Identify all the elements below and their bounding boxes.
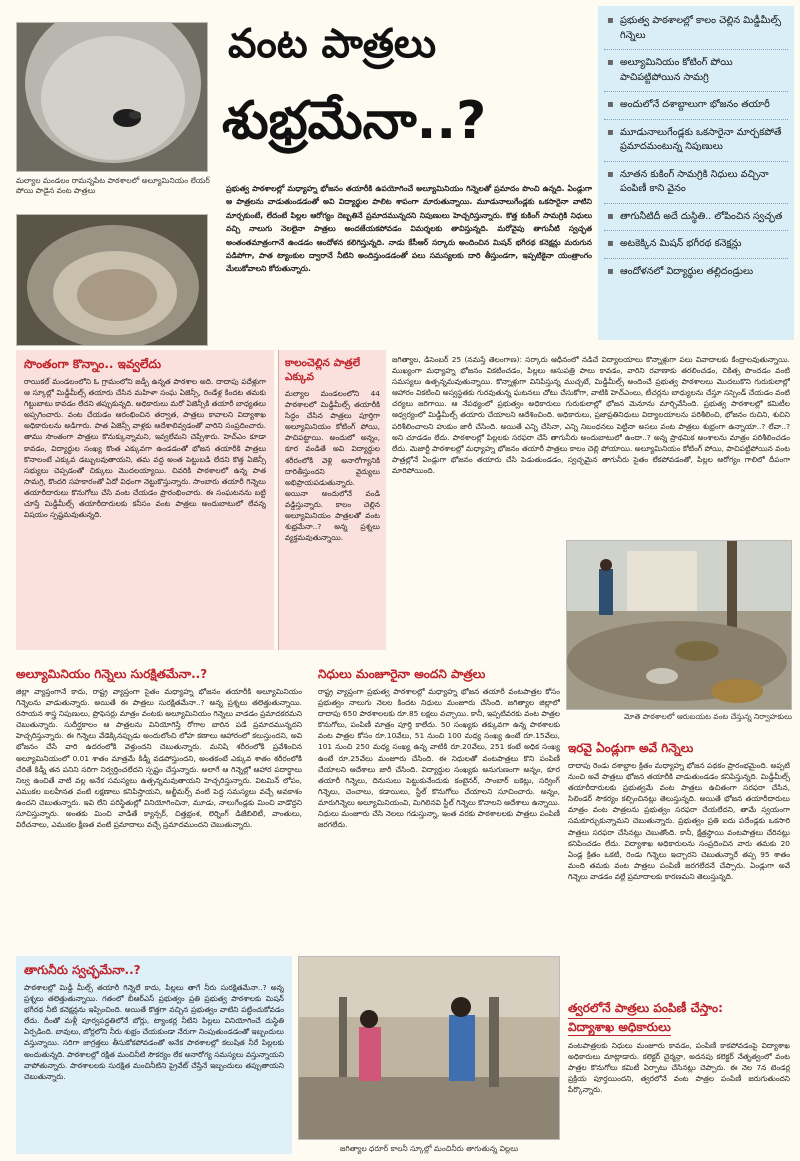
aluminium-title: అల్యూమినియం గిన్నెలు సురక్షితమేనా..? — [16, 667, 208, 681]
taguneeru-box — [16, 956, 292, 1154]
main-article-left — [392, 540, 562, 660]
intro-paragraph: ప్రభుత్వ పాఠశాలల్లో మధ్యాహ్న భోజనం తయారీకి ఉపయోగించే అల్యూమినియం గిన్నెలతో ప్రమాదం పొంచి ఉన్నది. ఏండ్లుగా ఆ పాత్రలను వాడుతుండడంతో అవి విద్యార్థుల పాలిట శాపంగా మారుతున్నాయి. మూడునాలుగేండ్లకు ఒకసారైనా వాటిని మార్చకుంటే, లేదంటే పిల్లల ఆరోగ్యం దెబ్బతినే ప్రమాదమున్నదని నిపుణులు హెచ్చరిస్తున్నారు. కొత్త కుకింగ్ సామగ్రికి నిధులు వచ్చి నాలుగు నెలలైనా పాత్రలు అందజేయకపోవడం విమర్శలకు తావిస్తున్నది. మరోవైపు తాగునీటి స్వచ్ఛత అంతంతమాత్రంగానే ఉండడం ఆందోళన కలిగిస్తున్నది. నాడు కేసీఆర్ సర్కారు అందించిన మిషన్ భగీరథ కనెక్షన్లు మరుగున పడిపోగా, పాత ట్యాంకుల ద్వారానే నీటిని అందిస్తుండడంతో పలు సమస్యలకు దారి తీస్తుండగా, ఇప్పటికైనా యంత్రాంగం మేలుకోవాలని కోరుతున్నారు. — [226, 184, 592, 274]
highlights-box — [598, 6, 794, 340]
tvaralone-text: వంటపాత్రలకు నిధులు మంజూరు కావడం, పంపిణీ కాకపోవడంపై విద్యాశాఖ అధికారులు మాట్లాడారు. కలెక్టర్ చైర్మన్గా, అదనపు కలెక్టర్ నేతృత్వంలో వంట పాత్రల కొనుగోలు కమిటీ ఏర్పాటు చేసినట్లు చెప్పారు. ఈ నెల 7న టెండర్ల ప్రక్రియ పూర్తయిందని, త్వరలోనే వంట పాత్రల పంపిణీ జరుగుతుందని పేర్కొన్నారు. — [568, 1041, 790, 1095]
irabai-title: ఇరవై ఏండ్లుగా అవే గిన్నెలు — [568, 741, 694, 755]
sontanga-text: రాయికల్ మండలంలోని ఓ గ్రామంలోని జడ్పీ ఉన్నత పాఠశాల అది. దాదాపు పదేళ్లుగా ఆ స్కూల్లో మిడ్డీమీల్స్ తయారు చేసిన మహిళా సంఘ ఏజెన్సీ, రెండేళ్ల కిందట తమకు గిట్టుబాటు కావడం లేదని తప్పుకున్నది. అధికారులు మరో ఏజెన్సీకి తయారీ బాధ్యతలు అప్పగించారు. వంట చేయడం ఆరంభించిన తర్వాత, పాత్రలు కావాలని విద్యాశాఖ అధికారులను అడిగారు. పాత ఏజెన్సీ వాళ్లకు ఆదేశాలివ్వడంతో వారిని సంప్రదించారు. తాము సొంతంగా పాత్రలు కొనుక్కున్నామని, ఇవ్వలేమని చెప్పేశారు. హెచ్ఎం కూడా కావడం, విద్యార్థుల సంఖ్య కొంత ఎక్కువగా ఉండడంతో భోజన తయారీకి పాత్రలు కొనాలంటే ఎక్కువ డబ్బులవుతాయని, తమ వద్ద అంత పెట్టుబడి లేదని కొత్త ఏజెన్సీ సభ్యులు చెప్పడంతో చిక్కులు మొదలయ్యాయి. చివరికి పాఠశాలలో ఉన్న పాత సామగ్రి, కొందరి సహకారంతో ఏదో విధంగా నెట్టుకొస్తున్నారు. సాంబారు తయారీ గిన్నెలు తయారీదారులు కొనుగోలు చేసి వంట చేయడం ప్రారంభించారు. ఈ సంఘటనను బట్టి చూస్తే మిడ్డీమీల్స్ తయారీదారులకు కనీసం వంట పాత్రలు అందుబాటులో లేవన్న విషయం స్పష్టమవుతున్నది. — [24, 377, 266, 520]
sontanga-title: సొంతంగా కొన్నాం.. ఇవ్వలేదు — [24, 357, 161, 371]
kitchen-photo-caption: మోతె పాఠశాలలో ఆరుబయట వంట చేస్తున్న నిర్వాహకులు — [624, 712, 792, 721]
kalam-title: కాలంచెల్లిన పాత్రలే ఎక్కువ — [285, 357, 361, 383]
highlight-item: ▪ నూతన కుకింగ్ సామగ్రికి నిధులు వచ్చినా పంపిణీ కాని వైనం — [604, 168, 788, 204]
irabai-text: దాదాపు రెండు దశాబ్దాల క్రితం మధ్యాహ్న భోజన పథకం ప్రారంభమైంది. అప్పటి నుంచి అవే పాత్రలు భోజన తయారీకి వాడుతుండడం కనిపిస్తున్నది. మిడ్డీమీల్స్ తయారీదారులకు ప్రభుత్వమే వంట పాత్రలు ఉచితంగా సరఫరా చేసిన, సిలిండర్ సౌకర్యం కల్పించినట్లు తెలుస్తున్నది. అయితే భోజన తయారీదారులు మాత్రం వంట పాత్రలను ప్రభుత్వం సరఫరా చేయలేదని, తామే స్వయంగా సమకూర్చుకున్నామని చెబుతున్నారు. ప్రభుత్వం ప్రతి ఐదు పదేండ్లకు ఒకసారి పాత్రలు సరఫరా చేసినట్లు చెబుతోంది. కానీ, క్షేత్రస్థాయి వంటపాత్రలు చేరినట్లు కనిపించడం లేదు. విద్యాశాఖ అధికారులను సంప్రదించిన వారు తమకు 20 ఏండ్ల క్రితం ఒకటి, రెండు గిన్నెలు ఇచ్చారని చెబుతున్నారే తప్ప 95 శాతం మంది తమకు వంట పాత్రలు పంపిణీ జరగలేదనే చేప్పారు. ఏండ్లుగా అవే గిన్నెలు వాడడం వల్లే ప్రమాదాలకు కారణమని తెలుస్తున్నది. — [568, 761, 790, 881]
outdoor-kitchen-photo — [566, 540, 792, 710]
tvaralone-title: త్వరలోనే పాత్రలు పంపిణీ చేస్తాం: — [568, 1001, 723, 1015]
highlight-item: ▪ అల్యూమినియం కోటింగ్ పోయి పాచిపట్టిపోయిన సామగ్రి — [604, 56, 788, 92]
nidhulu-title: నిధులు మంజూరైనా అందని పాత్రలు — [318, 667, 486, 681]
highlight-item: ▪ ఆందోళనలో విద్యార్థుల తల్లిదండ్రులు — [604, 265, 788, 286]
aluminium-section — [16, 666, 302, 946]
highlights-list — [604, 14, 788, 285]
highlight-item: ▪ అందులోనే దశాబ్దాలుగా భోజనం తయారీ — [604, 98, 788, 120]
highlight-item: ▪ మూడునాలుగేండ్లకు ఒకసారైనా మార్చకపోతే ప్రమాదమంటున్న నిపుణులు — [604, 126, 788, 162]
rusted-pot-photo-2 — [16, 214, 208, 346]
drinking-water-photo — [298, 956, 560, 1140]
taguneeru-title: తాగునీరు స్వచ్ఛమేనా..? — [24, 963, 141, 977]
kalam-text: మల్యాల మండలంలోని 44 పాఠశాలలో మిడ్డీమీల్స్ తయారీకి సిద్ధం చేసిన పాత్రలు పూర్తిగా అల్యూమినియం కోటింగ్ పోయి, పాచిపట్టాయి. అందులో అన్నం, కూర వండితే అవి విద్యార్థుల శరీరంలోకి వెళ్లి అనారోగ్యానికి దారితీస్తుందని వైద్యులు అభిప్రాయపడుతున్నారు. అయినా అందులోనే వండి వడ్డిస్తున్నారు. కాలం చెల్లిన అల్యూమినియం పాత్రలతో వంట శుభ్రమేనా..? అన్న ప్రశ్నలు వ్యక్తమవుతున్నాయి. — [285, 389, 380, 543]
nidhulu-section — [318, 666, 560, 948]
main-article-top: జగిత్యాల, డిసెంబర్ 25 (నమస్తే తెలంగాణ): సర్కారు ఆధీనంలో నడిచే విద్యాలయాలు కొన్నాళ్లుగా పలు వివాదాలకు కేంద్రాలవుతున్నాయి. ముఖ్యంగా మధ్యాహ్న భోజనం వికటించడం, పిల్లలు ఆసుపత్రి పాలు కావడం, వారిని రవాణాకు తరలించడం, చికిత్స పొందడం వంటి సమస్యలు ఉత్పన్నమవుతున్నాయి. కొన్నాళ్లుగా వినిపిస్తున్న ముచ్చటే, మిడ్డీమీల్స్ అందించే ప్రభుత్వ పాఠశాలలు మొదలుకొని గురుకులాల్లో ఆహారం వికటించి అస్వస్థతకు గురవుతున్న ఘటనలు చోటు చేసుకోగా, వాటికి హెచ్ఎంలు, టీచర్లను బాధ్యులను చేస్తూ సస్పెండ్ చేయడం వంటి చర్యలు జరిగాయి. ఆ నేపథ్యంలో ప్రభుత్వం అధికారులు గురుకులాల్లో భోజన మెనూను మార్చివేసింది. ప్రభుత్వ పాఠశాలల్లో కమిటీల ఆధ్వర్యంలో మిడ్డీమీల్స్ తయారు చేయాలని ఆదేశించింది. అధికారులు, ప్రజాప్రతినిధులు విద్యాలయాలను పరిశీలించి, భోజనం రుచిని, శుచిని పరిశీలించాలని హుకుం జారీ చేసింది. అయితే ఎన్ని చేసినా, ఎన్ని నిబంధనలు పెట్టినా అసలు వంట పాత్రలు శుభ్రంగా ఉన్నాయా..? లేవా..? అని చూడడం లేదు. పాఠశాలల్లో పిల్లలకు సరఫరా చేసే తాగునీరు అందుబాటులో ఉందా..? అన్న ప్రాథమిక అంశాలను మాత్రం పరిశీలించడం లేదు. మెజార్టీ పాఠశాలల్లో మధ్యాహ్న భోజనం తయారీ పాత్రలు కాలం చెల్లి పోయాయి. అల్యూమినియం కోటింగ్ పోయి, పాచిపట్టిపోయిన వంట పాత్రల్లోనే ఏండ్లుగా భోజనం తయారు చేసి పెడుతుండడం, స్వచ్ఛమైన తాగునీరు సైతం లేకపోవడంతో, పిల్లల ఆరోగ్యం గాలిలో దీపంగా మారిపోయింది. — [392, 355, 790, 475]
kalam-box — [278, 350, 386, 650]
sontanga-box — [16, 350, 274, 650]
headline-line2: శుభ్రమేనా..? — [222, 91, 487, 151]
aluminium-text: జిల్లా వ్యాప్తంగానే కాదు, రాష్ట్ర వ్యాప్తంగా సైతం మధ్యాహ్న భోజనం తయారీకి అల్యూమినియం గిన్నెలను వాడుతున్నారు. అయితే ఈ పాత్రలు సురక్షితమేనా..? అన్న ప్రశ్నలు తలెత్తుతున్నాయి. రసాయన శాస్త్ర నిపుణులు, ప్రొఫెసర్లు మాత్రం వంటకు అల్యూమినియం గిన్నెలు వాడడం ప్రమాదకరమని చెబుతున్నారు. సుదీర్ఘకాలం ఆ పాత్రలను వినియోగిస్తే రోగాల బారిన పడే ప్రమాదమున్నదని హెచ్చరిస్తున్నారు. ఈ గిన్నెలు వేడెక్కినప్పుడు అందులోంచి లోహ కణాలు ఆహారంలో కలుస్తుందని, అవి భోజనం చేసే వారి ఉదరంలోకి వెళ్తుందని చెబుతున్నారు. మనిషి శరీరంలోకి ప్రవేశించిన అల్యూమినియంలో 0.01 శాతం మాత్రమే కిడ్నీ వడపోస్తుందని, అంతకంటే ఎక్కువ శాతం శరీరంలోకి చేరితే కిడ్నీ తన పనిని సరిగా నిర్వర్తించలేదని స్పష్టం చేస్తున్నారు. అలాగే ఆ గిన్నెల్లో ఆహార పదార్థాలు నిల్వ ఉంచితే వాటి వల్ల అనేక సమస్యలు ఉత్పన్నమవుతాయని హెచ్చరిస్తున్నారు. విటమిన్ లోపం, ఎముకల బలహీనత వంటి లక్షణాలు కనిపిస్తాయని, అల్జీమర్స్ వంటి పెద్ద సమస్యలు వచ్చే అవకాశం ఉందని చెబుతున్నారు. ఇవి లేని పరిస్థితుల్లో వినియోగించినా, మూడు, నాలుగేండ్లకు మించి వాడొద్దని సూచిస్తున్నారు. అంతకు మించి వాడితే క్యాన్సర్, చిత్తభ్రంశ, లెర్నింగ్ డిజేబిలిటీ, వాంతులు, విరేచనాలు, ఎముకల క్షీణత వంటి ప్రమాదాలు వచ్చే ప్రమాదముందని చెబుతున్నారు. — [16, 687, 302, 830]
highlight-item: ▪ తాగునీటిదీ అదే దుస్థితి.. లోపించిన స్వచ్ఛత — [604, 210, 788, 232]
highlight-item: ▪ ప్రభుత్వ పాఠశాలల్లో కాలం చెల్లిన మిడ్డీమీల్స్ గిన్నెలు — [604, 14, 788, 50]
top-photo-caption: మల్యాల మండలం రామన్నపేట పాఠశాలలో అల్యూమినియం లేయర్ పోయి పాడైన వంట పాత్రలు — [16, 176, 210, 195]
headline-line1: వంట పాత్రలు — [228, 21, 437, 67]
irabai-section — [568, 740, 790, 992]
tap-photo-caption: జగిత్యాల ధరూర్ కాలనీ స్కూల్లో మంచినీరు తాగుతున్న విల్లలు — [339, 1144, 519, 1153]
nidhulu-text: రాష్ట్ర వ్యాప్తంగా ప్రభుత్వ పాఠశాలల్లో మధ్యాహ్న భోజన తయారీ వంటపాత్రల కోసం ప్రభుత్వం నాలుగు నెలల కిందట నిధులు మంజూరు చేసింది. జగిత్యాల జిల్లాలో దాదాపు 650 పాఠశాలలకు రూ.85 లక్షలు వచ్చాయి. కానీ, ఇప్పటివరకు వంట పాత్రల కొనుగోలు, పంపిణీ మాత్రం పూర్తి కాలేదు. 50 సంఖ్యకు తక్కువగా ఉన్న పాఠశాలకు వంట పాత్రల కోసం రూ.10వేలు, 51 నుంచి 100 మధ్య సంఖ్య ఉంటే రూ.15వేలు, 101 నుంచి 250 మధ్య సంఖ్య ఉన్న వాటికి రూ.20వేలు, 251 కంటే అధిక సంఖ్య ఉంటే రూ.25వేలు మంజూరు చేసింది. ఈ నిధులతో వంటపాత్రలు కొని పంపిణీ చేయాలని ఆదేశాలు జారీ చేసింది. విద్యార్థుల సంఖ్యకు అనుగుణంగా అన్నం, కూర తయారీ గిన్నెలు, దినుసులు పెట్టుకునేందుకు కంటైనర్, సాంబార్ బకెట్లు, సర్వింగ్ గిన్నెలు, చెంచాలు, కడాయిలు, స్టీల్ కొనుగోలు చేయాలని సూచించారు. అన్నం, మారుగిన్నెలు అల్యూమినియంవి, మిగిలినవి స్టీల్ గిన్నెలు కొనాలని ఆదేశాలు ఉన్నాయి. నిధులు మంజూరు చేసి నెలలు గడుస్తున్నా, ఇంత వరకు పాఠశాలలకు పాత్రలు పంపిణీ జరగలేదు. — [318, 687, 560, 830]
taguneeru-text: పాఠశాలల్లో మిడ్డీ మీల్స్ తయారీ గిన్నెలే కాదు, పిల్లలు తాగే నీరు సురక్షితమేనా..? అన్న ప్రశ్నలు తలెత్తుతున్నాయి. గతంలో బీఆర్ఎస్ ప్రభుత్వం ప్రతి ప్రభుత్వ పాఠశాలకు మిషన్ భగీరథ నీటి కనెక్షన్లను ఇప్పించింది. అయితే కొత్తగా వచ్చిన ప్రభుత్వం వాటిని పట్టించుకోవడం లేదు. దీంతో మళ్లీ పూర్వపద్ధతిలోనే బోర్లు, ట్యాంకర్ల నీటిని పిల్లలు వినియోగించే దుస్థితి ఏర్పడింది. బావులు, బోర్లలోని నీరు శుభ్రం చేయకుండా నేరుగా నింపుతుండడంతో ఇబ్బందులు వస్తున్నాయి. సరిగా జాగ్రత్తలు తీసుకోకపోవడంతో అనేక పాఠశాలల్లో కలుషిత నీరే పిల్లలకు అందుతున్నది. పాఠశాలల్లో రక్షిత మంచినీటి సౌకర్యం లేక అనారోగ్య సమస్యలు వస్తున్నాయని వాపోతున్నారు. పాఠశాలలకు సురక్షిత మంచినీటిని ప్రైవేట్ చేస్తేనే ఇబ్బందులు తప్పుతాయని చెబుతున్నారు. — [24, 983, 284, 1081]
highlight-item: ▪ అటకెక్కిన మిషన్ భగీరథ కనెక్షన్లు — [604, 237, 788, 259]
rusted-pot-photo-1 — [16, 22, 208, 172]
tvaralone-section — [568, 1000, 790, 1156]
tvaralone-subtitle: విద్యాశాఖ అధికారులు — [568, 1020, 671, 1034]
